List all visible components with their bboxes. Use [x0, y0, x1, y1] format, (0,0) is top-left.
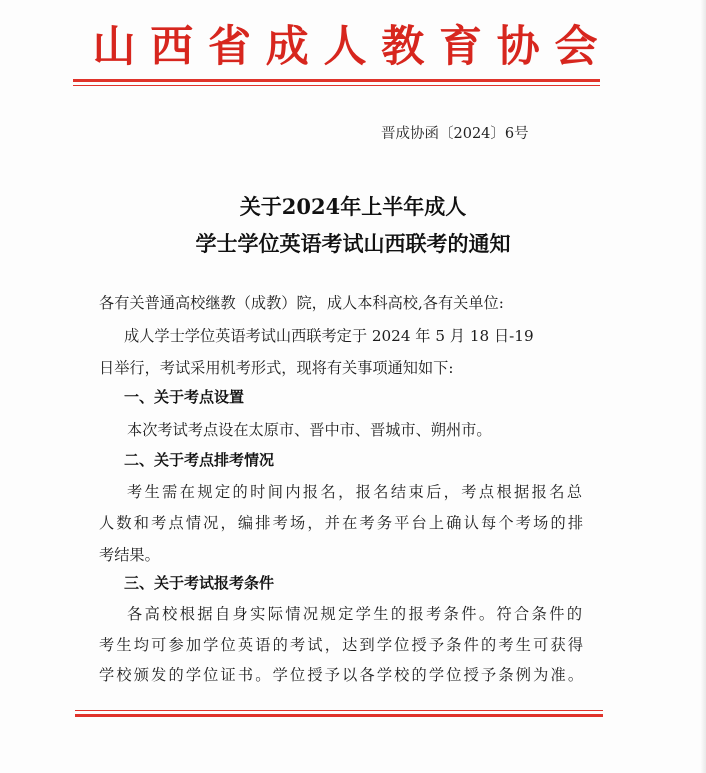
header-rule-thin: [73, 85, 600, 86]
section-1-text: 本次考试考点设在太原市、晋中市、晋城市、朔州市。: [127, 421, 492, 439]
intro-line-2: 日举行，考试采用机考形式，现将有关事项通知如下:: [99, 359, 454, 377]
header-char: 会: [554, 22, 598, 72]
header-rule-thick: [73, 79, 600, 82]
page-edge: [700, 0, 706, 773]
section-2-line-3: 考结果。: [99, 546, 160, 564]
header-char: 教: [381, 22, 425, 72]
header-char: 协: [496, 22, 540, 72]
footer-rule-thin: [75, 710, 603, 711]
section-3-line-3: 学校颁发的学位证书。学位授予以各学校的学位授予条例为准。: [99, 666, 583, 684]
organization-header: [90, 18, 600, 76]
document-number: 晋成协函〔2024〕6号: [381, 126, 529, 142]
header-char: 育: [439, 22, 482, 72]
section-3-line-2: 考生均可参加学位英语的考试，达到学位授予条件的考生可获得: [99, 636, 583, 654]
section-2-heading: 二、关于考点排考情况: [124, 451, 275, 469]
section-2-line-2: 人数和考点情况，编排考场，并在考务平台上确认每个考场的排: [99, 514, 583, 532]
header-char: 省: [208, 22, 251, 72]
section-3-heading: 三、关于考试报考条件: [124, 574, 275, 592]
header-char: 西: [150, 22, 194, 72]
section-3-line-1: 各高校根据自身实际情况规定学生的报考条件。符合条件的: [127, 605, 582, 623]
section-1-heading: 一、关于考点设置: [124, 388, 245, 406]
header-char: 人: [323, 22, 367, 72]
header-char: 成: [265, 22, 309, 72]
document-title-line-1: 关于2024年上半年成人: [239, 194, 467, 219]
salutation: 各有关普通高校继教（成教）院，成人本科高校,各有关单位:: [99, 294, 504, 312]
section-2-line-1: 考生需在规定的时间内报名，报名结束后，考点根据报名总: [127, 483, 582, 501]
intro-line-1: 成人学士学位英语考试山西联考定于 2024 年 5 月 18 日-19: [124, 327, 534, 345]
header-char: 山: [92, 22, 136, 72]
footer-rule-thick: [75, 714, 603, 717]
document-title-line-2: 学士学位英语考试山西联考的通知: [195, 231, 511, 256]
